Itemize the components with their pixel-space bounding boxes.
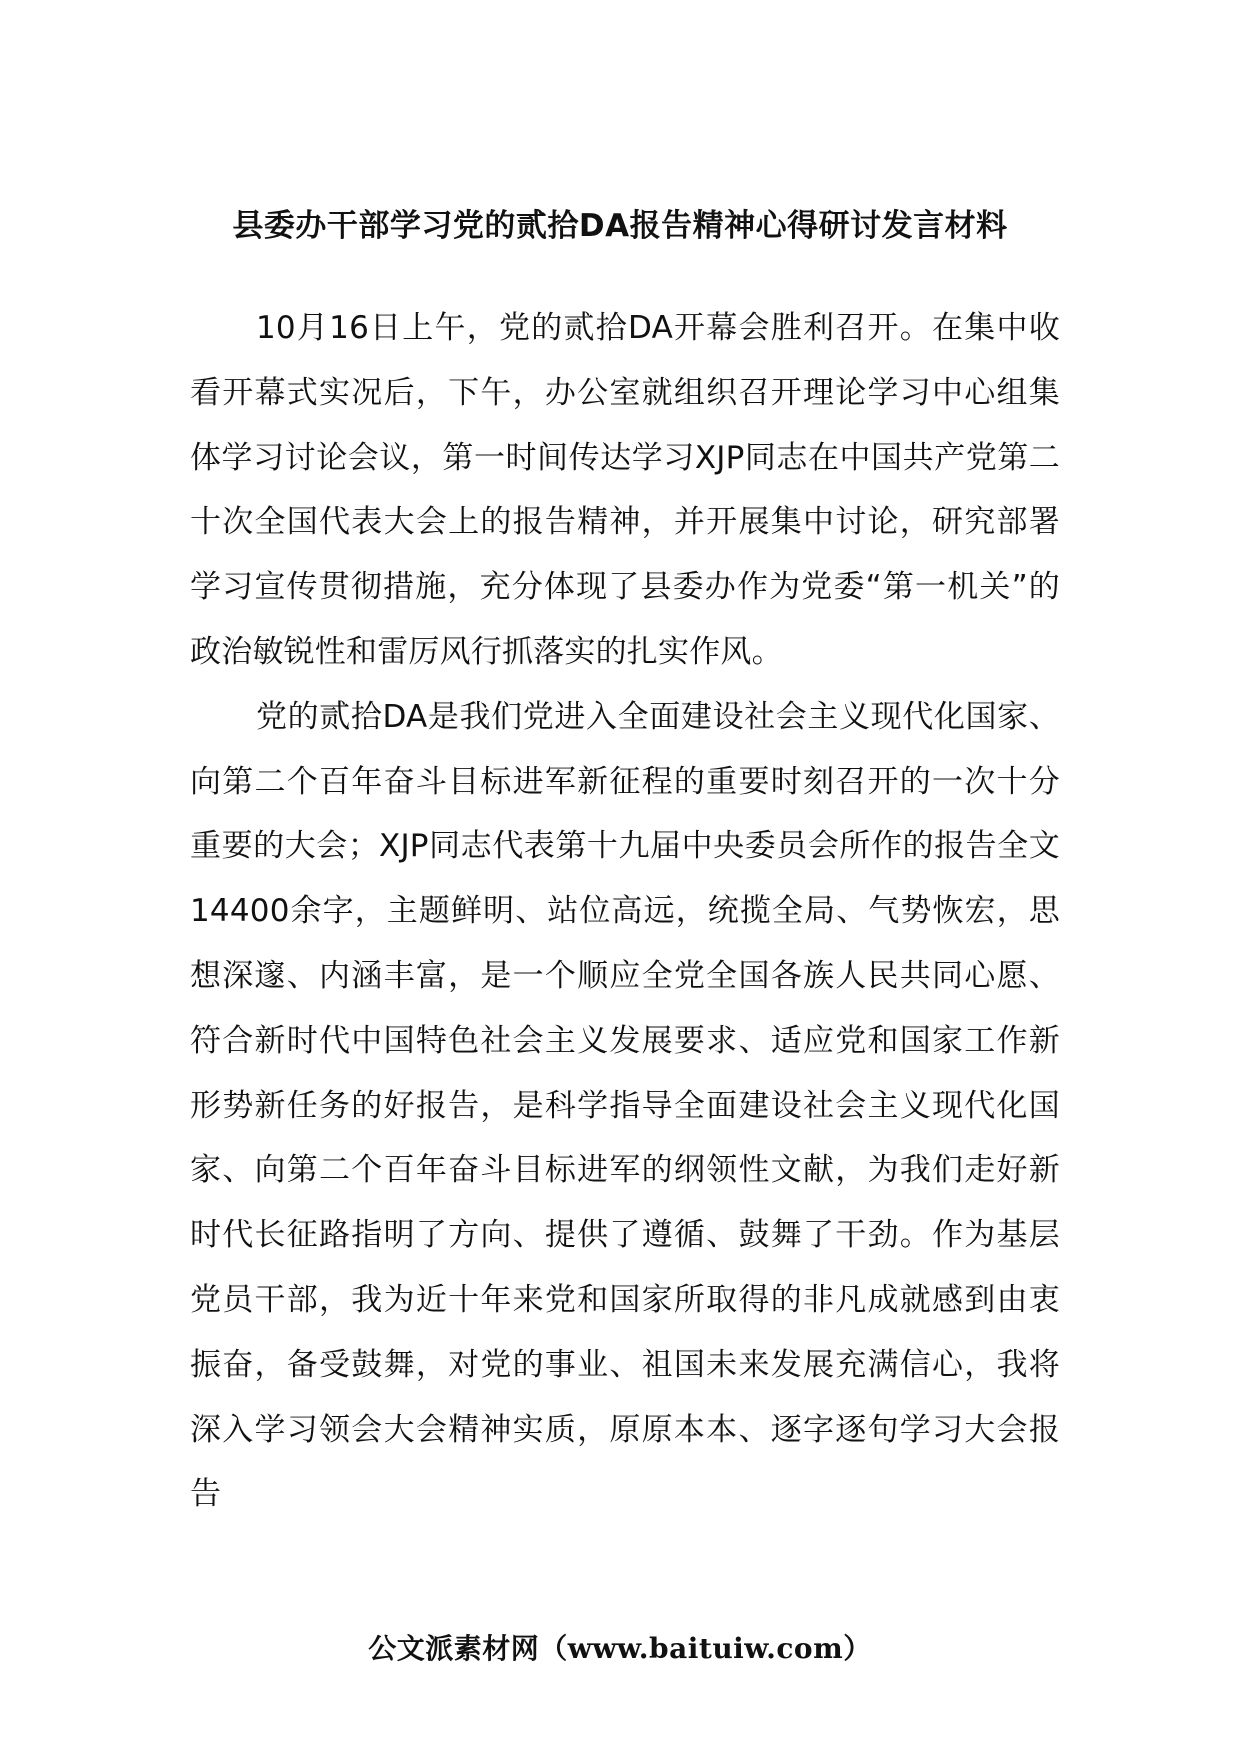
document-body (190, 296, 1060, 1527)
paragraph-2: 党的贰拾DA是我们党进入全面建设社会主义现代化国家、向第二个百年奋斗目标进军新征程的重要时刻召开的一次十分重要的大会；XJP同志代表第十九届中央委员会所作的报告全文14400余字，主题鲜明、站位高远，统揽全局、气势恢宏，思想深邃、内涵丰富，是一个顺应全党全国各族人民共同心愿、符合新时代中国特色社会主义发展要求、适应党和国家工作新形势新任务的好报告，是科学指导全面建设社会主义现代化国家、向第二个百年奋斗目标进军的纲领性文献，为我们走好新时代长征路指明了方向、提供了遵循、鼓舞了干劲。作为基层党员干部，我为近十年来党和国家所取得的非凡成就感到由衷振奋，备受鼓舞，对党的事业、祖国未来发展充满信心，我将深入学习领会大会精神实质，原原本本、逐字逐句学习大会报告 (190, 698, 1060, 1513)
footer-watermark: 公文派素材网（www.baituiw.com） (368, 1632, 872, 1665)
paragraph-1: 10月16日上午，党的贰拾DA开幕会胜利召开。在集中收看开幕式实况后，下午，办公室就组织召开理论学习中心组集体学习讨论会议，第一时间传达学习XJP同志在中国共产党第二十次全国代表大会上的报告精神，并开展集中讨论，研究部署学习宣传贯彻措施，充分体现了县委办作为党委“第一机关”的政治敏锐性和雷厉风行抓落实的扎实作风。 (190, 310, 1060, 670)
document-title: 县委办干部学习党的贰拾DA报告精神心得研讨发言材料 (232, 208, 1008, 244)
